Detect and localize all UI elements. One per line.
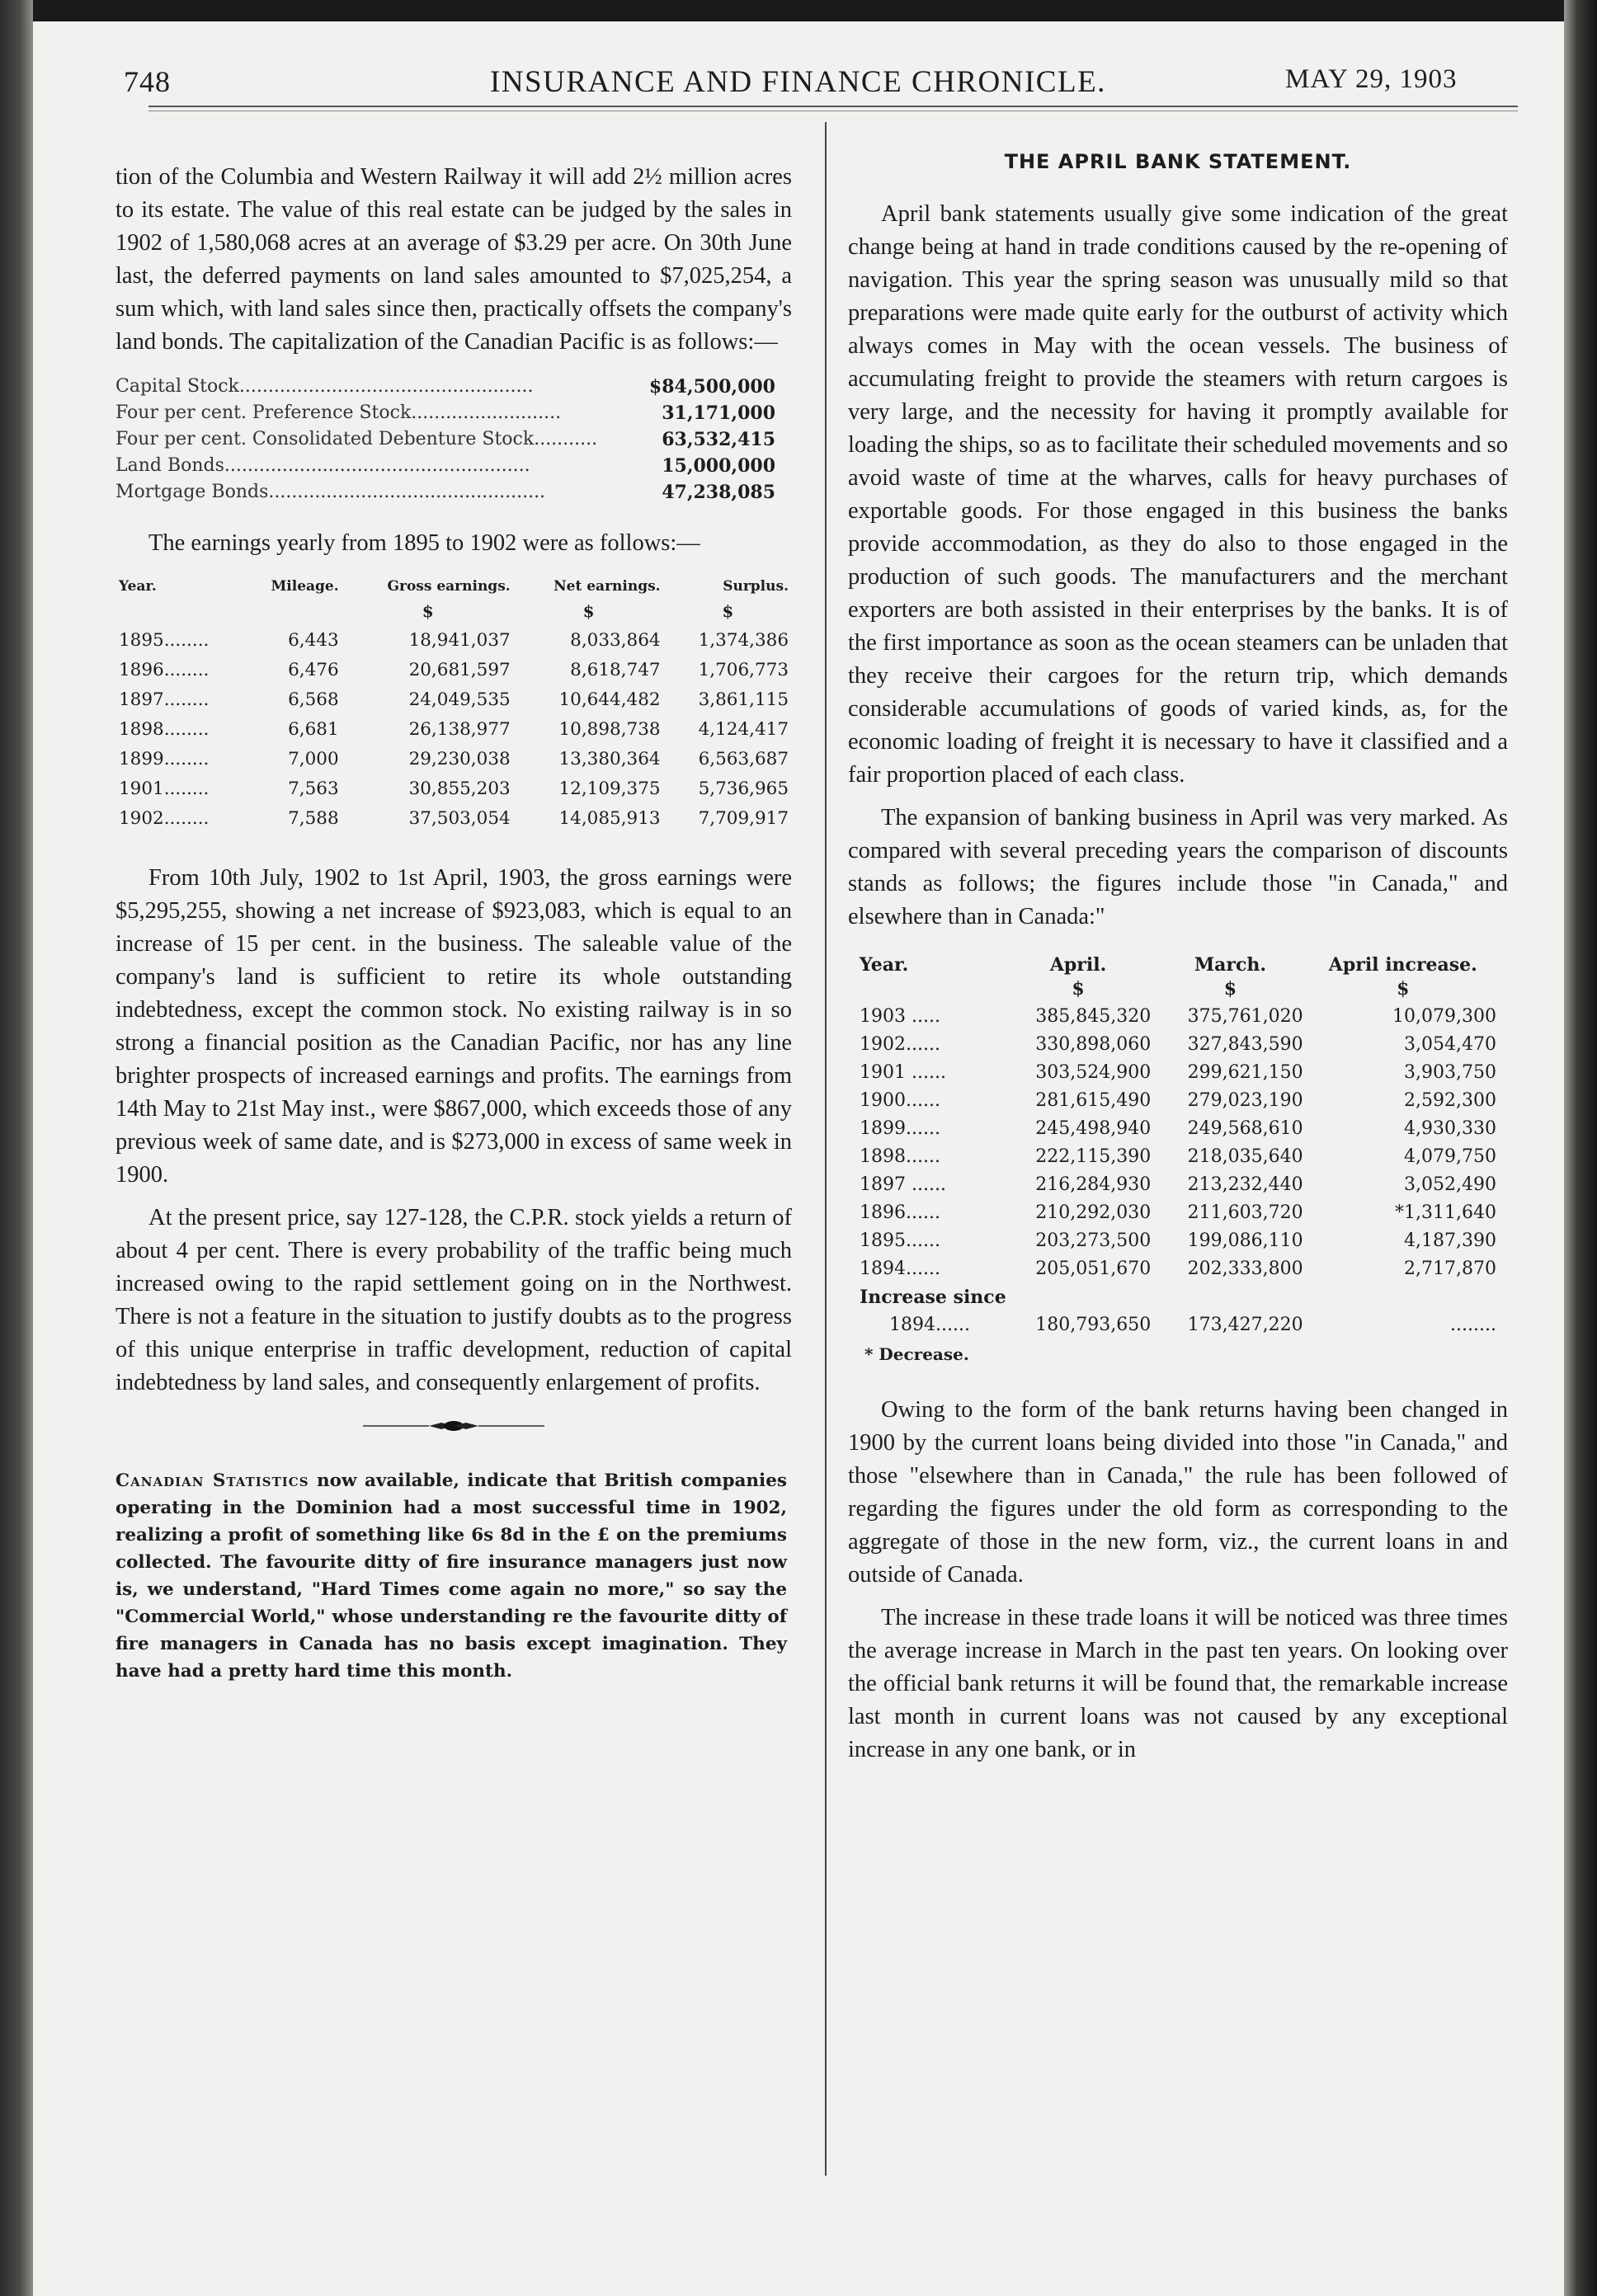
ledger-amount: 31,171,000 xyxy=(662,402,775,424)
earnings-cell: 30,855,203 xyxy=(408,779,511,799)
header-rule xyxy=(148,106,1518,111)
bank-cell: 2,717,870 xyxy=(1404,1259,1496,1279)
earnings-header: Net earnings. xyxy=(554,578,661,595)
bank-cell: 2,592,300 xyxy=(1404,1090,1496,1111)
earnings-cell: 6,476 xyxy=(288,660,339,680)
ledger-item: Four per cent. Consolidated Debenture Stock........... xyxy=(115,429,598,449)
currency-mark: $ xyxy=(1397,978,1410,1000)
bank-cell: 385,845,320 xyxy=(1035,1006,1152,1027)
bank-cell: 1899...... xyxy=(860,1118,940,1139)
bank-row xyxy=(856,1171,1500,1199)
bank-cell: 210,292,030 xyxy=(1035,1202,1152,1223)
earnings-cell: 13,380,364 xyxy=(558,749,661,769)
bank-cell: 173,427,220 xyxy=(1187,1315,1303,1335)
earnings-cell: 20,681,597 xyxy=(408,660,511,680)
bank-cell: 3,052,490 xyxy=(1404,1174,1496,1195)
bank-paragraph-1: April bank statements usually give some indication of the great change being at hand in trade conditions caused by the re-opening of navigation. This year the spring season was unusually mild so that preparations were made quite early for the outburst of activity which always comes in May with the ocean vessels. The business of accumulating freight to provide the steamers with return cargoes is very large, and the necessity for having it promptly available for loading the ships, so as to facilitate their scheduled movements and so avoid waste of time at the wharves, calls for heavy purchases of exportable goods. For those engaged in this business the banks provide accommodation, as they do also to those engaged in the production of such goods. The manufacturers and the merchant exporters are both assisted in their enterprises by the banks. It is of the first importance as soon as the ocean steamers can be unladen that they receive their cargoes for the return trip, which demands considerable accumulations of goods of varied kinds, as, for the economic loading of freight it is necessary to have it classified and a fair proportion placed of each class. xyxy=(848,201,1508,788)
bank-cell: 3,903,750 xyxy=(1404,1062,1496,1083)
bank-cell: 3,054,470 xyxy=(1404,1034,1496,1055)
bank-cell: 4,187,390 xyxy=(1404,1230,1496,1251)
earnings-row xyxy=(115,685,792,715)
statistics-note xyxy=(115,1467,787,1685)
earnings-cell: 6,563,687 xyxy=(698,749,789,769)
scan-border-right xyxy=(1564,0,1597,2296)
earnings-row xyxy=(115,804,792,834)
currency-mark: $ xyxy=(722,601,734,621)
bank-cell: 1902...... xyxy=(860,1034,940,1055)
bank-row xyxy=(856,1087,1500,1115)
currency-mark xyxy=(243,596,342,626)
bank-row xyxy=(856,1283,1500,1311)
bank-cell: 327,843,590 xyxy=(1187,1034,1303,1055)
bank-cell: 180,793,650 xyxy=(1035,1315,1152,1335)
scan-border-top xyxy=(0,0,1597,21)
bank-cell: 203,273,500 xyxy=(1035,1230,1152,1251)
bank-cell: *1,311,640 xyxy=(1395,1202,1496,1223)
currency-mark: $ xyxy=(422,601,434,621)
cpr-paragraph-2: The earnings yearly from 1895 to 1902 were as follows:— xyxy=(148,530,700,556)
bank-cell: 1903 ..... xyxy=(860,1006,940,1027)
earnings-cell: 1902........ xyxy=(119,808,210,829)
earnings-header: Gross earnings. xyxy=(387,578,511,595)
earnings-cell: 1897........ xyxy=(119,689,210,710)
scan-border-left xyxy=(0,0,33,2296)
section-ornament xyxy=(363,1418,544,1434)
left-column xyxy=(115,161,792,1685)
bank-cell: 1894...... xyxy=(860,1259,940,1279)
bank-header: April increase. xyxy=(1328,954,1477,976)
currency-mark xyxy=(856,975,1002,1003)
issue-date: MAY 29, 1903 xyxy=(1285,64,1458,94)
earnings-cell: 6,568 xyxy=(288,689,339,710)
bank-cell: 202,333,800 xyxy=(1187,1259,1303,1279)
earnings-cell: 1895........ xyxy=(119,630,210,651)
earnings-cell: 1,374,386 xyxy=(698,630,789,651)
ledger-item: Four per cent. Preference Stock.......................... xyxy=(115,402,562,423)
note-body: now available, indicate that British companies operating in the Dominion had a most successful time in 1902, realizing a profit of something like 6s 8d in the £ on the premiums collected. The favourite ditty of fire insurance managers just now is, we understand, "Hard Times come again no more," so say the "Commercial World," whose understanding re the favourite ditty of fire managers in Canada has no basis except imagination. They have had a pretty hard time this month. xyxy=(115,1470,787,1682)
bank-cell: 1896...... xyxy=(860,1202,940,1223)
decrease-footnote: * Decrease. xyxy=(864,1344,969,1364)
bank-cell: 218,035,640 xyxy=(1187,1146,1303,1167)
earnings-row xyxy=(115,626,792,656)
ledger-row xyxy=(115,374,775,400)
bank-cell: 199,086,110 xyxy=(1187,1230,1303,1251)
earnings-cell: 18,941,037 xyxy=(408,630,511,651)
bank-paragraph-3: Owing to the form of the bank returns having been changed in 1900 by the current loans being divided into those "in Canada," and those "elsewhere than in Canada," the rule has been followed of regarding the figures under the old form as corresponding to the aggregate of those in the new form, viz., the current loans in and outside of Canada. xyxy=(848,1397,1508,1588)
ledger-row xyxy=(115,479,775,506)
earnings-row xyxy=(115,656,792,685)
earnings-cell: 10,644,482 xyxy=(558,689,661,710)
article-headline: THE APRIL BANK STATEMENT. xyxy=(1004,150,1352,173)
bank-row xyxy=(856,1311,1500,1339)
ledger-item: Mortgage Bonds................................................ xyxy=(115,482,546,502)
bank-cell: 281,615,490 xyxy=(1035,1090,1152,1111)
bank-cell: 211,603,720 xyxy=(1187,1202,1303,1223)
bank-cell: 213,232,440 xyxy=(1187,1174,1303,1195)
bank-header: April. xyxy=(1049,954,1107,976)
bank-row xyxy=(856,1143,1500,1171)
earnings-cell: 6,443 xyxy=(288,630,339,651)
bank-cell: 222,115,390 xyxy=(1035,1146,1152,1167)
earnings-table xyxy=(115,578,792,834)
currency-mark: $ xyxy=(1223,978,1237,1000)
bank-row xyxy=(856,1115,1500,1143)
bank-cell: 279,023,190 xyxy=(1187,1090,1303,1111)
bank-cell: 1898...... xyxy=(860,1146,940,1167)
bank-cell: 249,568,610 xyxy=(1187,1118,1303,1139)
bank-header: Year. xyxy=(860,954,909,976)
bank-paragraph-2: The expansion of banking business in April was very marked. As compared with several preceding years the comparison of discounts stands as follows; the figures include those "in Canada," and elsewhere than in Canada:" xyxy=(848,805,1508,929)
bank-discounts-table xyxy=(856,954,1500,1339)
capitalization-table xyxy=(115,374,775,506)
bank-cell: 10,079,300 xyxy=(1392,1006,1496,1027)
ledger-amount: 47,238,085 xyxy=(662,482,775,503)
right-column xyxy=(848,142,1508,1776)
earnings-cell: 37,503,054 xyxy=(408,808,511,829)
page-number: 748 xyxy=(124,65,171,98)
bank-cell: 245,498,940 xyxy=(1035,1118,1152,1139)
earnings-cell: 7,563 xyxy=(288,779,339,799)
earnings-header: Year. xyxy=(119,578,157,595)
journal-title: INSURANCE AND FINANCE CHRONICLE. xyxy=(490,65,1106,99)
bank-cell: 1894...... xyxy=(889,1315,970,1335)
bank-cell: 299,621,150 xyxy=(1187,1062,1303,1083)
bank-cell: 303,524,900 xyxy=(1035,1062,1152,1083)
ledger-amount: 15,000,000 xyxy=(662,455,775,477)
bank-cell: 4,930,330 xyxy=(1404,1118,1496,1139)
earnings-cell: 12,109,375 xyxy=(558,779,661,799)
cpr-paragraph-4: At the present price, say 127-128, the C.P.R. stock yields a return of about 4 per cent. There is every probability of the traffic being much increased owing to the rapid settlement going on in the Northwest. There is not a feature in the situation to justify doubts as to the progress of this unique enterprise in traffic development, reduction of capital indebtedness by land sales, and consequently enlargement of profits. xyxy=(115,1205,792,1395)
earnings-cell: 8,033,864 xyxy=(570,630,661,651)
bank-row xyxy=(856,1003,1500,1031)
bank-cell: 1895...... xyxy=(860,1230,940,1251)
cpr-paragraph-1: tion of the Columbia and Western Railway it will add 2½ million acres to its estate. The value of this real estate can be judged by the sales in 1902 of 1,580,068 acres at an average of $3.29 per acre. On 30th June last, the deferred payments on land sales amounted to $7,025,254, a sum which, with land sales since then, practically offsets the company's land bonds. The capitalization of the Canadian Pacific is as follows:— xyxy=(115,164,792,355)
ledger-amount: 63,532,415 xyxy=(662,429,775,450)
ledger-row xyxy=(115,426,775,453)
bank-row xyxy=(856,1227,1500,1255)
earnings-header: Mileage. xyxy=(271,578,339,595)
bank-cell: 205,051,670 xyxy=(1035,1259,1152,1279)
earnings-cell: 8,618,747 xyxy=(570,660,661,680)
bank-row xyxy=(856,1199,1500,1227)
bank-cell: ........ xyxy=(1450,1315,1496,1335)
earnings-cell: 1901........ xyxy=(119,779,210,799)
earnings-header: Surplus. xyxy=(723,578,789,595)
bank-cell: 1900...... xyxy=(860,1090,940,1111)
bank-cell: 375,761,020 xyxy=(1187,1006,1303,1027)
bank-row xyxy=(856,1255,1500,1283)
earnings-cell: 7,709,917 xyxy=(698,808,789,829)
earnings-cell: 1896........ xyxy=(119,660,210,680)
earnings-cell: 7,000 xyxy=(288,749,339,769)
bank-cell: 1901 ...... xyxy=(860,1062,946,1083)
earnings-cell: 1898........ xyxy=(119,719,210,740)
currency-mark: $ xyxy=(582,601,595,621)
earnings-row xyxy=(115,774,792,804)
bank-cell: 216,284,930 xyxy=(1035,1174,1152,1195)
earnings-cell: 6,681 xyxy=(288,719,339,740)
bank-cell: 1897 ...... xyxy=(860,1174,946,1195)
earnings-cell: 10,898,738 xyxy=(558,719,661,740)
earnings-cell: 1,706,773 xyxy=(698,660,789,680)
column-divider xyxy=(825,122,827,2176)
earnings-cell: 5,736,965 xyxy=(698,779,789,799)
bank-paragraph-4: The increase in these trade loans it will be noticed was three times the average increase in March in the past ten years. On looking over the official bank returns it will be found that, the remarkable increase last month in current loans was not caused by any exceptional increase in any one bank, or in xyxy=(848,1605,1508,1762)
earnings-cell: 26,138,977 xyxy=(408,719,511,740)
note-lead: Canadian Statistics xyxy=(115,1470,309,1491)
bank-header: March. xyxy=(1194,954,1267,976)
ledger-item: Land Bonds..................................................... xyxy=(115,455,530,476)
currency-mark xyxy=(115,596,243,626)
earnings-cell: 14,085,913 xyxy=(558,808,661,829)
earnings-row xyxy=(115,745,792,774)
earnings-cell: 4,124,417 xyxy=(698,719,789,740)
ledger-item: Capital Stock................................................... xyxy=(115,376,534,397)
earnings-cell: 7,588 xyxy=(288,808,339,829)
cpr-paragraph-3: From 10th July, 1902 to 1st April, 1903, the gross earnings were $5,295,255, showing a net increase of $923,083, which is equal to an increase of 15 per cent. in the business. The saleable value of the company's land is sufficient to retire its whole outstanding indebtedness, except the common stock. No existing railway is in so strong a financial position as the Canadian Pacific, nor has any line brighter prospects of increased earnings and profits. The earnings from 14th May to 21st May inst., were $867,000, which exceeds those of any previous week of same date, and is $273,000 in excess of same week in 1900. xyxy=(115,865,793,1188)
currency-mark: $ xyxy=(1072,978,1085,1000)
ledger-row xyxy=(115,453,775,479)
earnings-cell: 24,049,535 xyxy=(408,689,511,710)
bank-cell: 330,898,060 xyxy=(1035,1034,1152,1055)
ledger-row xyxy=(115,400,775,426)
ledger-amount: $84,500,000 xyxy=(648,376,775,398)
bank-row xyxy=(856,1031,1500,1059)
earnings-row xyxy=(115,715,792,745)
earnings-cell: 29,230,038 xyxy=(408,749,511,769)
earnings-cell: 3,861,115 xyxy=(698,689,789,710)
increase-label: Increase since xyxy=(860,1287,1006,1308)
bank-cell: 4,079,750 xyxy=(1404,1146,1496,1167)
earnings-cell: 1899........ xyxy=(119,749,210,769)
bank-row xyxy=(856,1059,1500,1087)
